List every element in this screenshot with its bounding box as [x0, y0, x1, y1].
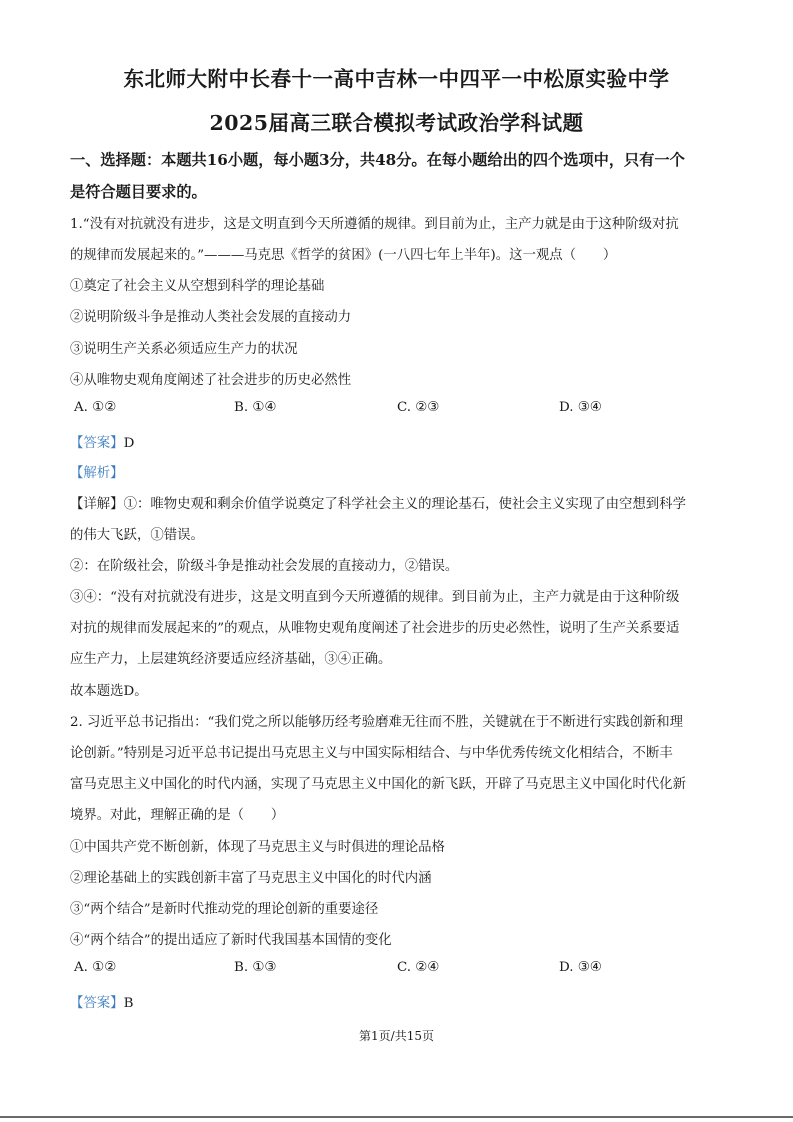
q1-option-2: ②说明阶级斗争是推动人类社会发展的直接动力	[70, 310, 352, 325]
q2-choice-c: C. ②④	[397, 960, 440, 975]
q1-detail-line7: 故本题选D。	[70, 684, 148, 699]
q1-stem-line2: 的规律而发展起来的。”———马克思《哲学的贫困》(一八四七年上半年)。这一观点（ ）	[70, 248, 617, 263]
q2-option-2: ②理论基础上的实践创新丰富了马克思主义中国化的时代内涵	[70, 871, 432, 886]
bottom-divider	[0, 1116, 793, 1118]
q1-choice-a: A. ①②	[74, 400, 117, 415]
detail-tag: 【详解】	[70, 497, 124, 512]
q2-option-4: ④“两个结合”的提出适应了新时代我国基本国情的变化	[70, 933, 392, 948]
q1-choice-c: C. ②③	[397, 400, 440, 415]
q1-answer	[70, 432, 730, 451]
q1-option-3: ③说明生产关系必须适应生产力的状况	[70, 342, 298, 357]
q1-detail-text1: ①：唯物史观和剩余价值学说奠定了科学社会主义的理论基石，使社会主义实现了由空想到科学	[123, 497, 686, 512]
q1-choice-d: D. ③④	[559, 400, 602, 415]
q1-answer-value: D	[123, 436, 135, 451]
q1-detail-line2: 的伟大飞跃，①错误。	[70, 528, 204, 543]
answer-tag: 【答案】	[70, 996, 124, 1011]
q2-choice-a: A. ①②	[74, 960, 117, 975]
q1-analysis	[70, 462, 730, 481]
q2-answer-value: B	[123, 996, 134, 1011]
q1-detail-line3: ②：在阶级社会，阶级斗争是推动社会发展的直接动力，②错误。	[70, 559, 459, 574]
q2-choice-b: B. ①③	[234, 960, 277, 975]
q1-stem-line1: 1.“没有对抗就没有进步，这是文明直到今天所遵循的规律。到目前为止，主产力就是由于这种阶级对抗	[70, 217, 679, 232]
section-heading-line2: 是符合题目要求的。	[70, 183, 207, 201]
q1-option-1: ①奠定了社会主义从空想到科学的理论基础	[70, 279, 325, 294]
q2-stem-line1: 2. 习近平总书记指出：“我们党之所以能够历经考验磨难无往而不胜，关键就在于不断进行实践创新和理	[70, 715, 684, 730]
q2-answer	[70, 992, 730, 1011]
q2-stem-line2: 论创新。”特别是习近平总书记提出马克思主义与中国实际相结合、与中华优秀传统文化相结合，不断丰	[70, 746, 673, 761]
page-number: 第1页/共15页	[359, 1029, 434, 1043]
q2-choice-d: D. ③④	[559, 960, 602, 975]
q1-detail-line6: 应生产力，上层建筑经济要适应经济基础，③④正确。	[70, 652, 392, 667]
analysis-tag: 【解析】	[70, 466, 124, 481]
q2-option-3: ③“两个结合”是新时代推动党的理论创新的重要途径	[70, 902, 379, 917]
q1-option-4: ④从唯物史观角度阐述了社会进步的历史必然性	[70, 373, 352, 388]
q2-stem-line3: 富马克思主义中国化的时代内涵，实现了马克思主义中国化的新飞跃，开辟了马克思主义中国化时代化新	[70, 777, 686, 792]
q2-option-1: ①中国共产党不断创新，体现了马克思主义与时俱进的理论品格	[70, 840, 445, 855]
exam-subject-title: 2025届高三联合模拟考试政治学科试题	[209, 111, 584, 135]
q2-stem-line4: 境界。对此，理解正确的是（ ）	[70, 808, 285, 823]
q1-detail-line5: 对抗的规律而发展起来的”的观点，从唯物史观角度阐述了社会进步的历史必然性，说明了生产关系要适	[70, 621, 680, 636]
q1-detail-line1	[70, 493, 730, 512]
answer-tag: 【答案】	[70, 436, 124, 451]
q1-choice-b: B. ①④	[234, 400, 277, 415]
q1-detail-line4: ③④：“没有对抗就没有进步，这是文明直到今天所遵循的规律。到目前为止，主产力就是由于这种阶级	[70, 590, 680, 605]
exam-schools-title: 东北师大附中长春十一高中吉林一中四平一中松原实验中学	[123, 67, 670, 91]
section-heading-line1: 一、选择题：本题共16小题，每小题3分，共48分。在每小题给出的四个选项中，只有一个	[70, 151, 685, 169]
